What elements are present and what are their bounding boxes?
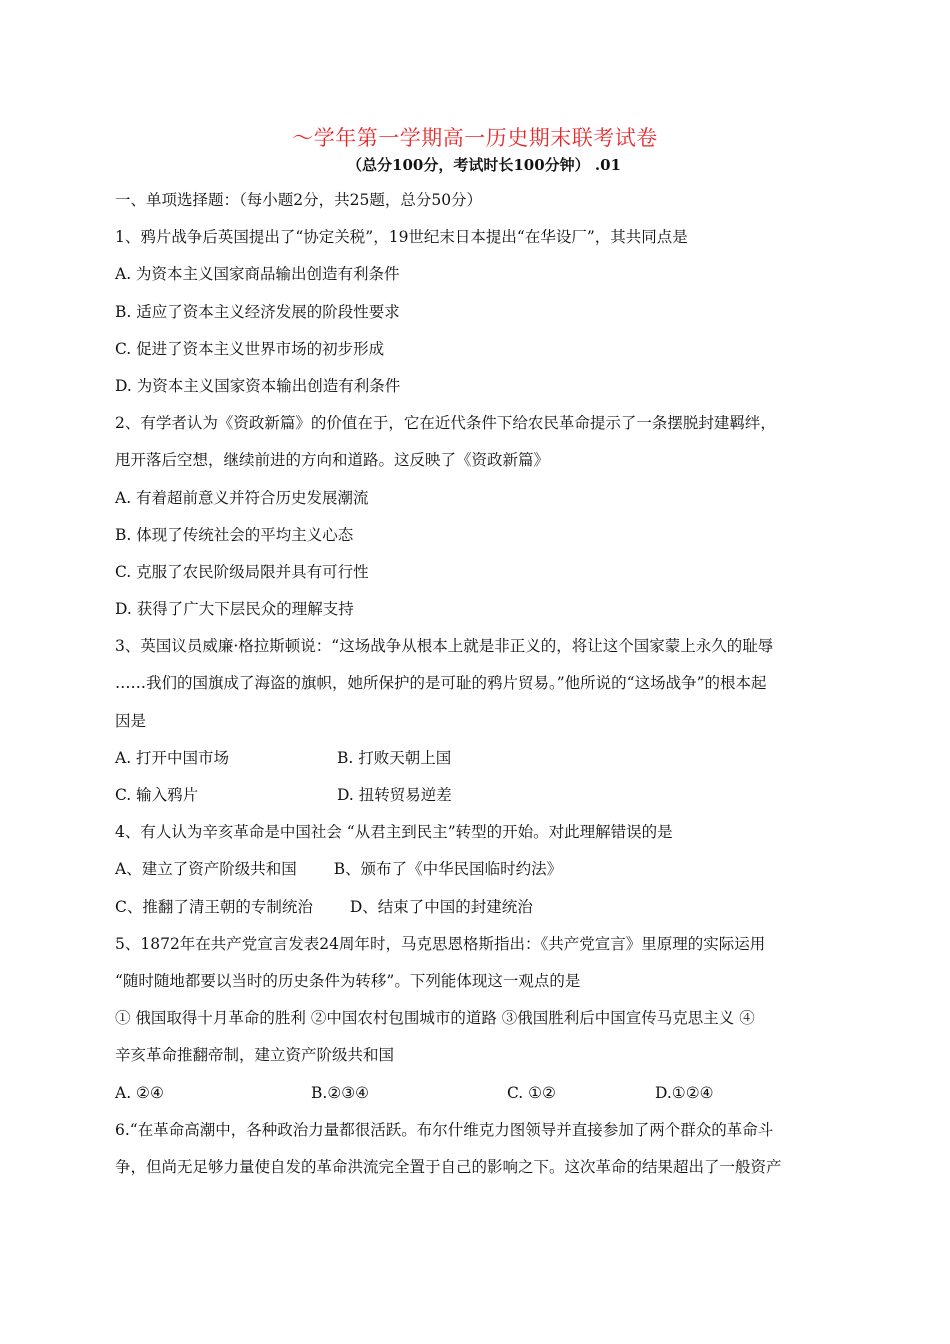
option-c: C、推翻了清王朝的专制统治 [115, 897, 313, 916]
option-d: D. 为资本主义国家资本输出创造有利条件 [115, 376, 401, 395]
option-row [115, 777, 840, 814]
option-d: D.①②④ [655, 1083, 714, 1102]
question-1 [115, 219, 840, 405]
question-2 [115, 405, 840, 628]
option-b: B. 打败天朝上国 [337, 748, 452, 767]
option-c: C. ①② [507, 1083, 556, 1102]
question-4 [115, 814, 840, 926]
question-stem: 4、有人认为辛亥革命是中国社会 “从君主到民主”转型的开始。对此理解错误的是 [115, 823, 673, 842]
option-a: A、建立了资产阶级共和国 [115, 860, 297, 879]
option-b: B.②③④ [311, 1083, 370, 1102]
option-a: A. 为资本主义国家商品输出创造有利条件 [115, 265, 400, 284]
option-a: A. 有着超前意义并符合历史发展潮流 [115, 488, 369, 507]
question-stem: 甩开落后空想，继续前进的方向和道路。这反映了《资政新篇》 [115, 451, 550, 470]
exam-content [115, 182, 840, 1186]
option-d: D. 获得了广大下层民众的理解支持 [115, 600, 354, 619]
question-stem: 2、有学者认为《资政新篇》的价值在于，它在近代条件下给农民革命提示了一条摆脱封建羁绊， [115, 414, 776, 433]
option-c: C. 克服了农民阶级局限并具有可行性 [115, 562, 369, 581]
question-stem: “随时随地都要以当时的历史条件为转移”。下列能体现这一观点的是 [115, 971, 581, 990]
option-a: A. ②④ [115, 1083, 164, 1102]
option-c: C. 输入鸦片 [115, 786, 199, 804]
question-stem: ……我们的国旗成了海盗的旗帜，她所保护的是可耻的鸦片贸易。”他所说的“这场战争”的根本起 [115, 674, 767, 693]
option-row [115, 740, 840, 777]
exam-subtitle: （总分100分，考试时长100分钟） .01 [347, 156, 621, 174]
option-c: C. 促进了资本主义世界市场的初步形成 [115, 339, 385, 358]
question-3 [115, 628, 840, 814]
question-stem: 3、英国议员威廉·格拉斯顿说：“这场战争从根本上就是非正义的，将让这个国家蒙上永久的耻辱 [115, 637, 774, 656]
option-a: A. 打开中国市场 [115, 748, 230, 767]
question-stem: 6.“在革命高潮中，各种政治力量都很活跃。布尔什维克力图领导并直接参加了两个群众的革命斗 [115, 1120, 774, 1139]
question-6 [115, 1112, 840, 1186]
question-stem: 争，但尚无足够力量使自发的革命洪流完全置于自己的影响之下。这次革命的结果超出了一般资产 [115, 1157, 782, 1176]
question-stem: 5、1872年在共产党宣言发表24周年时，马克思恩格斯指出：《共产党宣言》里原理的实际运用 [115, 934, 766, 953]
option-row [115, 1075, 840, 1112]
option-row [115, 889, 840, 926]
question-stem: 因是 [115, 711, 147, 730]
exam-title: ～学年第一学期高一历史期末联考试卷 [292, 126, 658, 150]
option-d: D、结束了中国的封建统治 [349, 897, 533, 916]
question-stem: ① 俄国取得十月革命的胜利 ②中国农村包围城市的道路 ③俄国胜利后中国宣传马克思主义 ④ [115, 1009, 755, 1028]
option-b: B. 适应了资本主义经济发展的阶段性要求 [115, 302, 400, 321]
option-row [115, 851, 840, 888]
option-b: B、颁布了《中华民国临时约法》 [333, 860, 563, 879]
question-5 [115, 926, 840, 1112]
section-heading: 一、单项选择题：（每小题2分，共25题，总分50分） [115, 191, 483, 209]
option-d: D. 扭转贸易逆差 [337, 786, 452, 804]
question-stem: 1、鸦片战争后英国提出了“协定关税”，19世纪末日本提出“在华设厂”，其共同点是 [115, 228, 688, 247]
option-b: B. 体现了传统社会的平均主义心态 [115, 525, 354, 544]
question-stem: 辛亥革命推翻帝制，建立资产阶级共和国 [115, 1046, 395, 1065]
